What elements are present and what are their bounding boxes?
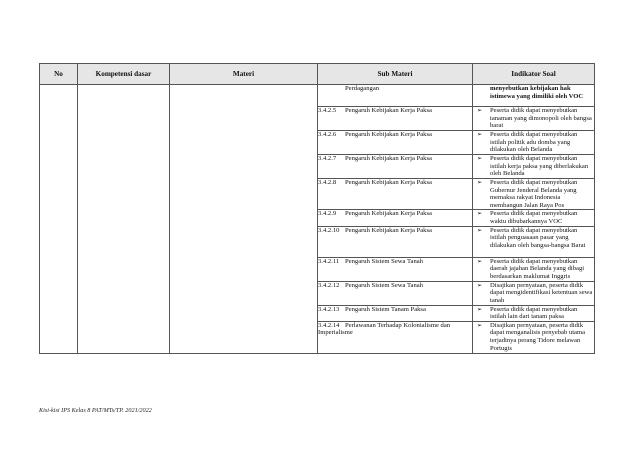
indikator-text: Peserta didik dapat menyebutkan waktu dibubarkannya VOC	[490, 210, 578, 225]
arrow-bullet-icon: ➢	[477, 211, 483, 218]
header-no: No	[40, 64, 78, 85]
sub-materi-text: Pengaruh Kebijakan Kerja Paksa	[345, 210, 432, 218]
sub-materi-number: 3.4.2.13	[318, 305, 340, 313]
sub-materi-cell	[318, 281, 473, 305]
sub-materi-number: 3.4.2.11	[318, 257, 340, 265]
arrow-bullet-icon: ➢	[477, 156, 483, 162]
sub-materi-text: Pengaruh Sistem Tanam Paksa	[345, 305, 426, 313]
sub-materi-text: Pengaruh Kebijakan Kerja Paksa	[345, 107, 432, 114]
indikator-soal-cell	[473, 107, 595, 131]
indikator-text: Peserta didik dapat menyebutkan istilah politik adu domba yang dilakukan oleh Belanda	[490, 131, 578, 154]
table-row	[40, 85, 595, 107]
sub-materi-number: 3.4.2.8	[318, 179, 337, 186]
indikator-text: menyebutkan kebijakan hak istimewa yang dimiliki oleh VOC	[490, 85, 584, 100]
indikator-soal-cell	[473, 257, 595, 281]
table-header-row	[40, 64, 595, 85]
sub-materi-cell	[318, 305, 473, 321]
header-materi: Materi	[170, 64, 318, 85]
sub-materi-text: Perdagangan	[345, 85, 380, 92]
sub-materi-text: Pengaruh Kebijakan Kerja Paksa	[345, 155, 432, 162]
arrow-bullet-icon: ➢	[477, 306, 483, 313]
sub-materi-text: Pengaruh Kebijakan Kerja Paksa	[345, 179, 432, 186]
sub-materi-number: 3.4.2.12	[318, 281, 340, 289]
sub-materi-cell	[318, 107, 473, 131]
indikator-text: Peserta didik dapat menyebutkan istilah lain dari tanam paksa	[490, 305, 578, 321]
arrow-bullet-icon: ➢	[477, 258, 483, 265]
arrow-bullet-icon: ➢	[477, 180, 483, 186]
indikator-soal-cell	[473, 226, 595, 257]
table-body	[40, 85, 595, 354]
arrow-bullet-icon: ➢	[477, 322, 483, 329]
indikator-soal-cell	[473, 210, 595, 226]
kompetensi-dasar-cell	[78, 85, 170, 354]
indikator-text: Disajikan pernyataan, peserta didik dapat mengidentifikasi ketentuan sewa tanah	[490, 281, 593, 304]
sub-materi-number: 3.4.2.7	[318, 155, 337, 162]
indikator-text: Peserta didik dapat menyebutkan tanaman yang dimonopoli oleh bangsa barat	[490, 107, 592, 130]
sub-materi-cell	[318, 179, 473, 210]
sub-materi-cell	[318, 131, 473, 155]
indikator-soal-cell	[473, 179, 595, 210]
sub-materi-number: 3.4.2.6	[318, 131, 337, 138]
indikator-soal-cell	[473, 281, 595, 305]
header-sub-materi: Sub Materi	[318, 64, 473, 85]
sub-materi-text: Pengaruh Kebijakan Kerja Paksa	[345, 131, 432, 138]
kisi-kisi-table	[39, 63, 595, 354]
sub-materi-cell	[318, 210, 473, 226]
indikator-soal-cell	[473, 85, 595, 107]
sub-materi-number: 3.4.2.14	[318, 321, 340, 329]
indikator-text: Peserta didik dapat menyebutkan daerah jajahan Belanda yang dibagi berdasarkan maklumat Inggris	[490, 257, 585, 280]
sub-materi-text: Pengaruh Sistem Sewa Tanah	[345, 281, 423, 289]
arrow-bullet-icon: ➢	[477, 132, 483, 138]
sub-materi-cell	[318, 155, 473, 179]
arrow-bullet-icon: ➢	[477, 282, 483, 289]
arrow-bullet-icon: ➢	[477, 227, 483, 234]
sub-materi-text: Pengaruh Sistem Sewa Tanah	[345, 257, 423, 265]
indikator-soal-cell	[473, 155, 595, 179]
indikator-text: Peserta didik dapat menyebutkan istilah penguasaan pasar yang dilakukan oleh bangsa-bangsa Barat	[490, 226, 586, 249]
indikator-text: Disajikan pernyataan, peserta didik dapat menganalisis penyebab utama terjadinya perang Tidore melawan Portugis	[490, 321, 586, 352]
sub-materi-number: 3.4.2.10	[318, 226, 340, 234]
sub-materi-cell	[318, 85, 473, 107]
indikator-soal-cell	[473, 305, 595, 321]
sub-materi-number: 3.4.2.9	[318, 210, 337, 218]
sub-materi-number: 3.4.2.5	[318, 107, 337, 114]
sub-materi-text: Perlawanan Terhadap Kolonialisme dan Imperialisme	[318, 321, 451, 337]
page-footer: Kisi-kisi IPS Kelas 8 PAT/MTs/TP. 2021/2022	[39, 407, 152, 414]
indikator-text: Peserta didik dapat menyebutkan istilah kerja paksa yang diberlakukan oleh Belanda	[490, 155, 589, 178]
sub-materi-cell	[318, 321, 473, 353]
materi-cell	[170, 85, 318, 354]
no-cell	[40, 85, 78, 354]
sub-materi-cell	[318, 226, 473, 257]
indikator-soal-cell	[473, 321, 595, 353]
indikator-soal-cell	[473, 131, 595, 155]
header-kompetensi-dasar: Kompetensi dasar	[78, 64, 170, 85]
arrow-bullet-icon: ➢	[477, 108, 483, 114]
header-indikator-soal: Indikator Soal	[473, 64, 595, 85]
indikator-text: Peserta didik dapat menyebutkan Gubernur Jenderal Belanda yang memaksa rakyat Indonesia membangun Jalan Raya Pos	[490, 179, 578, 209]
sub-materi-text: Pengaruh Kebijakan Kerja Paksa	[345, 226, 432, 234]
sub-materi-cell	[318, 257, 473, 281]
